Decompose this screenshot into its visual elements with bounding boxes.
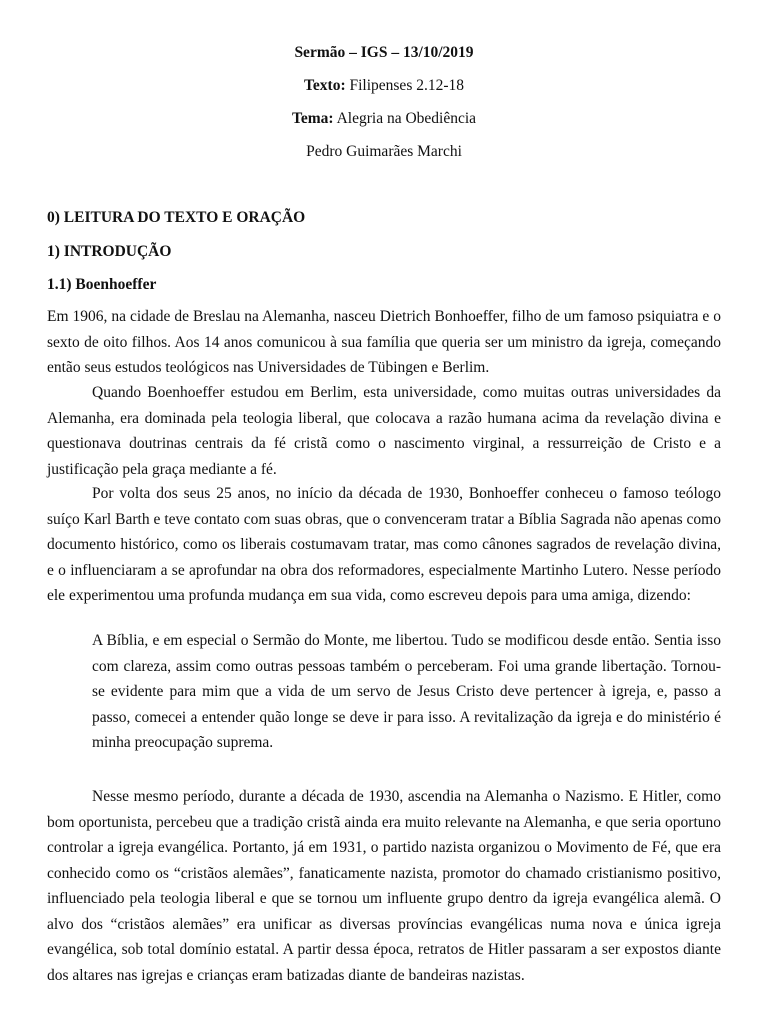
paragraph-berlin: Quando Boenhoeffer estudou em Berlim, esta universidade, como muitas outras universidades da Alemanha, era dominada pela teologia liberal, que colocava a razão humana acima da revelação divina e questionava doutrinas centrais da fé cristã como o nascimento virginal, a ressurreição de Cristo e a justificação pela graça mediante a fé. — [47, 384, 721, 478]
subsection-heading-bonhoeffer: 1.1) Boenhoeffer — [47, 276, 157, 293]
paragraph-birth: Em 1906, na cidade de Breslau na Alemanha, nasceu Dietrich Bonhoeffer, filho de um famoso psiquiatra e o sexto de oito filhos. Aos 14 anos comunicou à sua família que queria ser um ministro da igreja, começando então seus estudos teológicos nas Universidades de Tübingen e Berlim. — [47, 308, 721, 376]
theme-value: Alegria na Obediência — [333, 110, 477, 127]
text-reference — [0, 76, 768, 96]
paragraph-nazism: Nesse mesmo período, durante a década de 1930, ascendia na Alemanha o Nazismo. E Hitler, como bom oportunista, percebeu que a tradição cristã ainda era muito relevante na Alemanha, e que seria oportuno controlar a igreja evangélica. Portanto, já em 1931, o partido nazista organizou o Movimento de Fé, que era conhecido como os “cristãos alemães”, fanaticamente nazista, promotor do chamado cristianismo positivo, influenciado pela teologia liberal e que se tornou um influente grupo dentro da igreja evangélica alemã. O alvo dos “cristãos alemães” era unificar as diversas províncias evangélicas numa nova e única igreja evangélica, sob total domínio estatal. A partir dessa época, retratos de Hitler passaram a ser expostos diante dos altares nas igrejas e crianças eram batizadas diante de bandeiras nazistas. — [47, 788, 721, 984]
sermon-theme — [0, 109, 768, 129]
block-quote: A Bíblia, e em especial o Sermão do Monte, me libertou. Tudo se modificou desde então. Sentia isso com clareza, assim como outras pessoas também o perceberam. Foi uma grande libertação. Tornou-se evidente para mim que a vida de um servo de Jesus Cristo deve pertencer à igreja, e, passo a passo, comecei a entender quão longe se deve ir para isso. A revitalização da igreja e do ministério é minha preocupação suprema. — [92, 632, 721, 751]
text-value: Filipenses 2.12-18 — [345, 77, 465, 94]
sermon-title: Sermão – IGS – 13/10/2019 — [294, 44, 474, 61]
author-name: Pedro Guimarães Marchi — [306, 143, 462, 160]
theme-label: Tema: — [291, 110, 334, 127]
section-heading-introduction: 1) INTRODUÇÃO — [47, 243, 172, 260]
text-label: Texto: — [303, 77, 346, 94]
paragraph-barth: Por volta dos seus 25 anos, no início da década de 1930, Bonhoeffer conheceu o famoso teólogo suíço Karl Barth e teve contato com suas obras, que o convenceram tratar a Bíblia Sagrada não apenas como documento histórico, como os liberais costumavam tratar, mas como cânones sagrados de revelação divina, e o influenciaram a se aprofundar na obra dos reformadores, especialmente Martinho Lutero. Nesse período ele experimentou uma profunda mudança em sua vida, como escreveu depois para uma amiga, dizendo: — [47, 485, 721, 604]
section-heading-reading: 0) LEITURA DO TEXTO E ORAÇÃO — [47, 209, 306, 226]
